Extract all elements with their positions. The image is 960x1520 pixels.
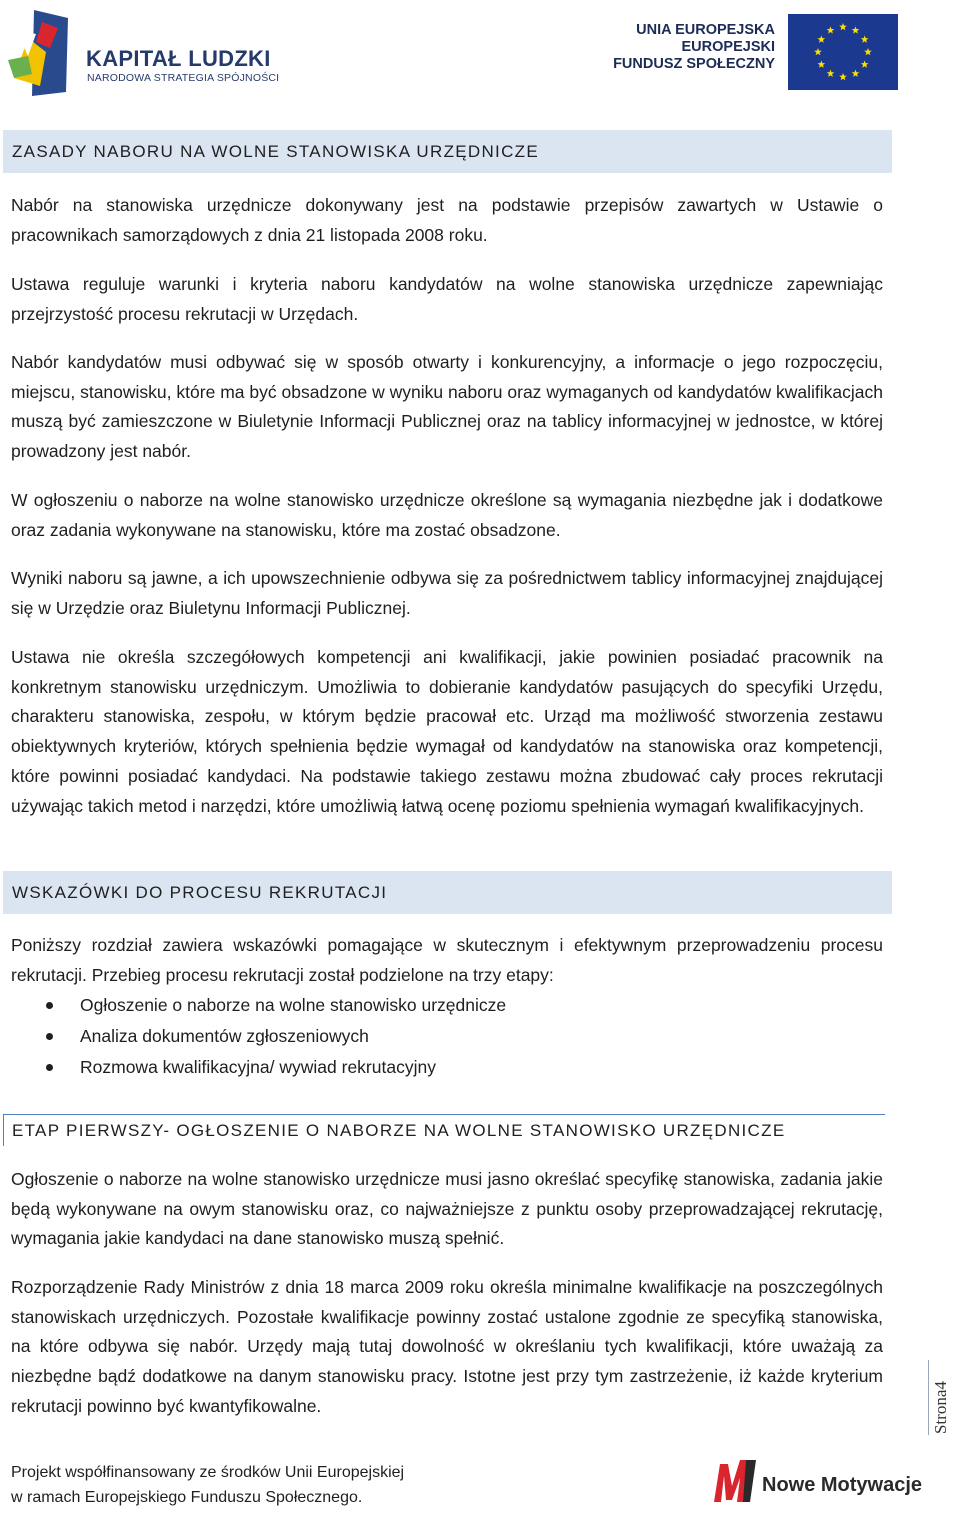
list-item-text: Analiza dokumentów zgłoszeniowych bbox=[80, 1026, 369, 1046]
footer-cofinancing-note bbox=[11, 1460, 404, 1510]
paragraph-tips-intro: Poniższy rozdział zawiera wskazówki pomagające w skutecznym i efektywnym przeprowadzeniu procesu rekrutacji. Przebieg procesu rekrutacji został podzielone na trzy etapy: bbox=[11, 935, 883, 985]
eu-fund-caption bbox=[600, 22, 775, 73]
paragraph-announcement-clarity: Ogłoszenie o naborze na wolne stanowisko urzędnicze musi jasno określać specyfikę stanowiska, zadania jakie będą wykonywane na owym stanowisku oraz, co najważniejsze z punktu osoby przeprowadzającej rekrutację, wymagania jakie kandydaci na dane stanowisko muszą spełnić. bbox=[11, 1169, 883, 1249]
kapital-ludzki-emblem-icon bbox=[6, 8, 76, 98]
paragraph-announcement-requirements: W ogłoszeniu o naborze na wolne stanowisko urzędnicze określone są wymagania niezbędne jak i dodatkowe oraz zadania wykonywane na stanowisku, które ma zostać obsadzone. bbox=[11, 490, 883, 540]
paragraph-act-scope: Ustawa reguluje warunki i kryteria naboru kandydatów na wolne stanowiska urzędnicze zapewniając przejrzystość procesu rekrutacji w Urzędach. bbox=[11, 274, 883, 324]
footer-line1: Projekt współfinansowany ze środków Unii Europejskiej bbox=[11, 1464, 405, 1481]
paragraph-open-recruitment: Nabór kandydatów musi odbywać się w sposób otwarty i konkurencyjny, a informacje o jego rozpoczęciu, miejscu, stanowisku, które ma być obsadzone w wyniku naboru oraz wymaganych od kandydatów kwalifikacjach muszą być zamieszczone w Biuletynie Informacji Publicznej oraz na tablicy informacyjnej w jednostce, w której prowadzony jest nabór. bbox=[11, 352, 883, 462]
section-heading-stage-one: ETAP PIERWSZY- OGŁOSZENIE O NABORZE NA WOLNE STANOWISKO URZĘDNICZE bbox=[3, 1114, 885, 1146]
kapital-ludzki-subtitle: NARODOWA STRATEGIA SPÓJNOŚCI bbox=[87, 72, 280, 84]
nowe-motywacje-emblem-icon bbox=[710, 1456, 760, 1506]
list-item bbox=[0, 1021, 900, 1052]
paragraph-legal-basis: Nabór na stanowiska urzędnicze dokonywany jest na podstawie przepisów zawartych w Ustawie o pracownikach samorządowych z dnia 21 listopada 2008 roku. bbox=[11, 195, 883, 245]
footer-line2: w ramach Europejskiego Funduszu Społecznego. bbox=[11, 1489, 363, 1506]
bullet-icon bbox=[46, 1002, 53, 1009]
nowe-motywacje-logo bbox=[710, 1456, 930, 1508]
list-item-text: Rozmowa kwalifikacyjna/ wywiad rekrutacyjny bbox=[80, 1057, 436, 1077]
page-number bbox=[928, 1360, 958, 1435]
section-heading-recruitment-tips: WSKAZÓWKI DO PROCESU REKRUTACJI bbox=[3, 871, 892, 914]
bullet-icon bbox=[46, 1033, 53, 1040]
page-header bbox=[0, 0, 960, 110]
paragraph-competencies: Ustawa nie określa szczegółowych kompetencji ani kwalifikacji, jakie powinien posiadać pracownik na konkretnym stanowisku urzędniczym. Umożliwia to dobieranie kandydatów pasujących do specyfiki Urzędu, charakteru stanowiska, zespołu, w którym będzie pracował etc. Urząd ma możliwość stworzenia zestawu obiektywnych kryteriów, których spełnienia będzie wymagał od kandydatów na stanowiska oraz kompetencji, które powinni posiadać kandydaci. Na podstawie takiego zestawu można zbudować cały proces rekrutacji używając takich metod i narzędzi, które umożliwią łatwą ocenę poziomu spełnienia wymagań kwalifikacyjnych. bbox=[11, 647, 883, 816]
list-item bbox=[0, 1052, 900, 1083]
paragraph-results-public: Wyniki naboru są jawne, a ich upowszechnienie odbywa się za pośrednictwem tablicy informacyjnej znajdującej się w Urzędzie oraz Biuletynu Informacji Publicznej. bbox=[11, 568, 883, 618]
eu-flag-icon bbox=[788, 14, 898, 90]
eu-caption-line3: FUNDUSZ SPOŁECZNY bbox=[613, 56, 775, 72]
section-heading-recruitment-rules: ZASADY NABORU NA WOLNE STANOWISKA URZĘDNICZE bbox=[3, 130, 892, 173]
bullet-icon bbox=[46, 1064, 53, 1071]
list-item bbox=[0, 990, 900, 1021]
eu-caption-line2: EUROPEJSKI bbox=[681, 39, 775, 55]
page-number-text: Strona4 bbox=[931, 1381, 950, 1434]
list-item-text: Ogłoszenie o naborze na wolne stanowisko urzędnicze bbox=[80, 995, 507, 1015]
nowe-motywacje-text: Nowe Motywacje bbox=[762, 1474, 923, 1496]
kapital-ludzki-logo bbox=[6, 8, 281, 98]
recruitment-stages-list bbox=[0, 990, 900, 1083]
paragraph-regulation-qualifications: Rozporządzenie Rady Ministrów z dnia 18 marca 2009 roku określa minimalne kwalifikacje na poszczególnych stanowiskach urzędniczych. Pozostałe kwalifikacje powinny zostać ustalone zgodnie ze specyfiką stanowiska, na które odbywa się nabór. Urzędy mają tutaj dowolność w określaniu tych kwalifikacji, które uważają za niezbędne bądź dodatkowe na danym stanowisku pracy. Istotne jest przy tym zastrzeżenie, iż każde kryterium rekrutacji powinno być kwantyfikowalne. bbox=[11, 1277, 883, 1416]
kapital-ludzki-title: KAPITAŁ LUDZKI bbox=[86, 46, 271, 71]
eu-caption-line1: UNIA EUROPEJSKA bbox=[636, 22, 775, 38]
